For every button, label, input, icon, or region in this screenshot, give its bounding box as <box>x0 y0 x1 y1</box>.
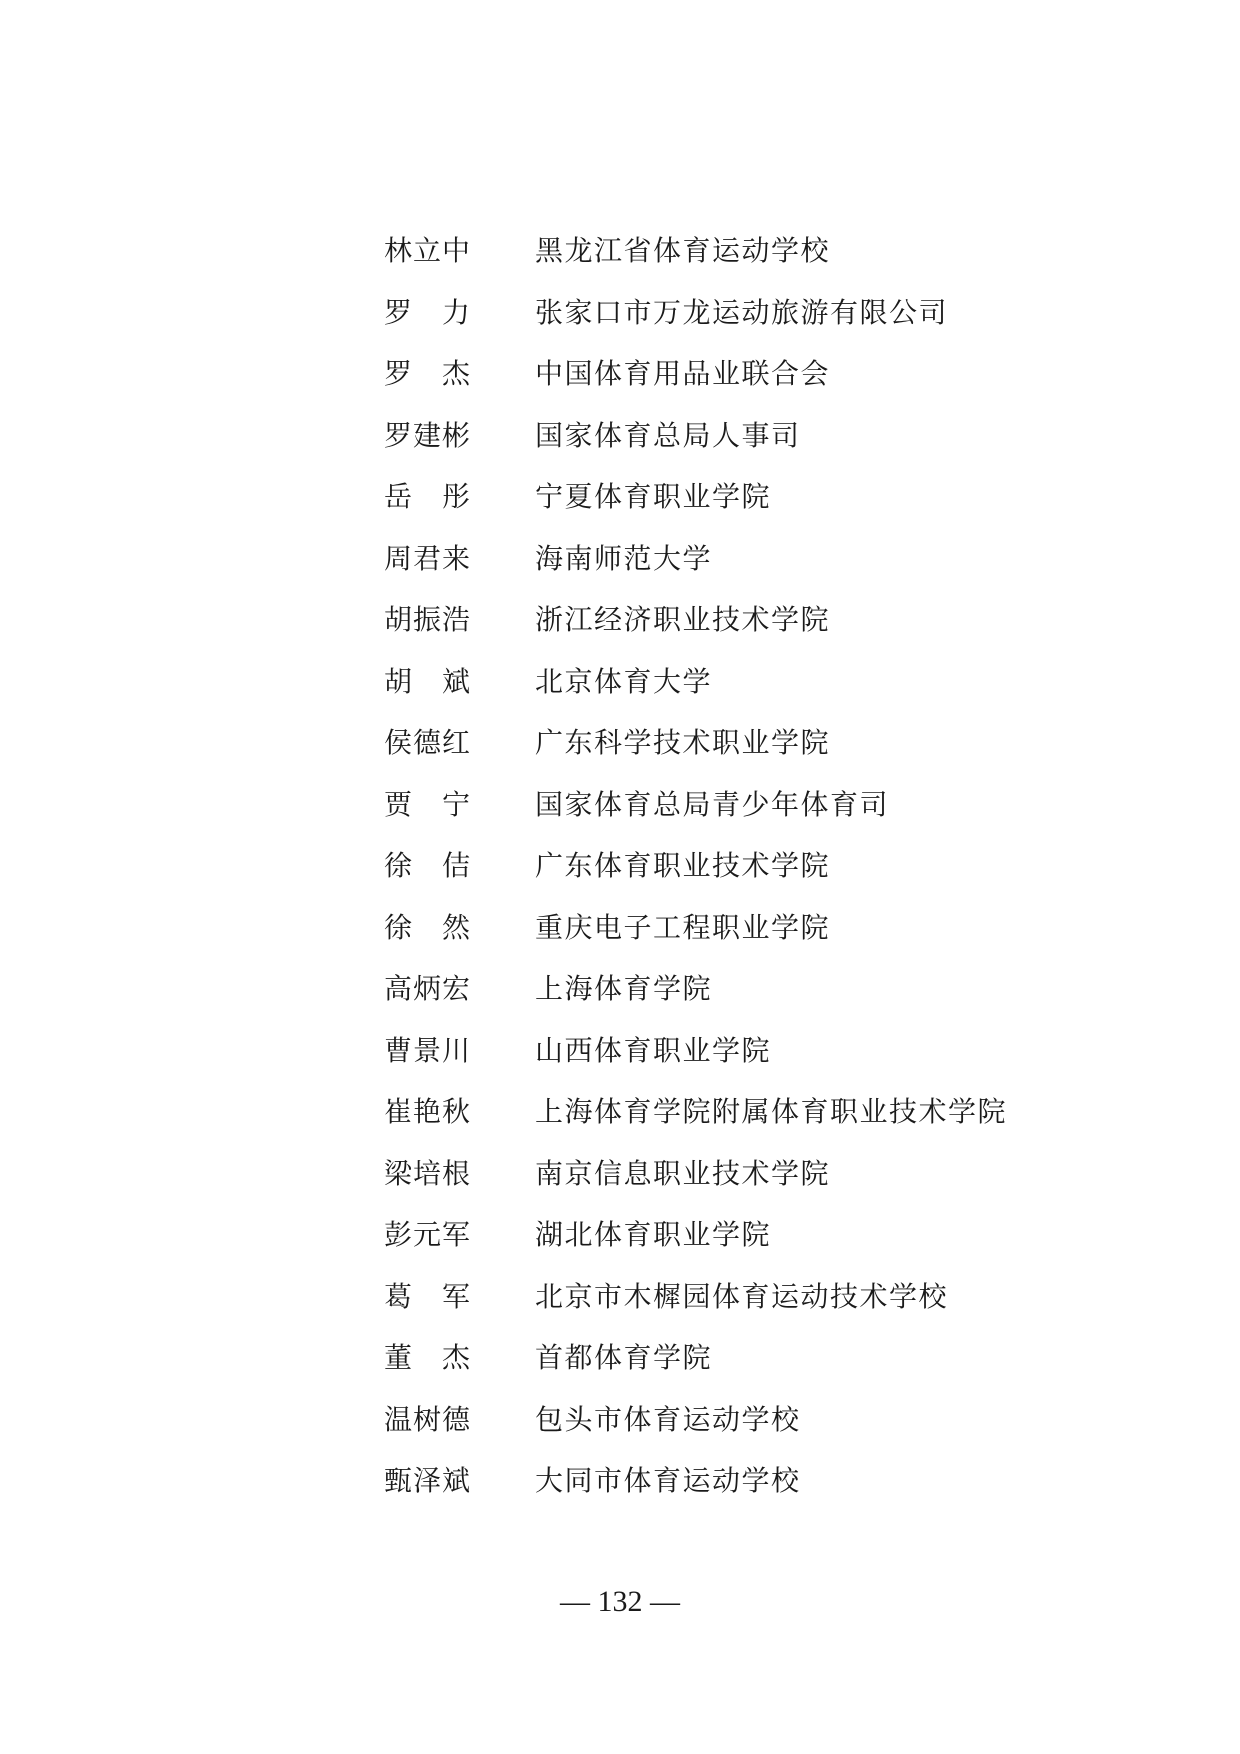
organization: 张家口市万龙运动旅游有限公司 <box>535 295 949 329</box>
person-name: 甄泽斌 <box>384 1464 472 1497</box>
list-item <box>384 835 1104 897</box>
person-name: 侯德红 <box>384 726 472 759</box>
list-item <box>384 1327 1104 1389</box>
name-list <box>384 220 1104 1512</box>
organization: 上海体育学院 <box>535 972 713 1005</box>
person-name: 董 杰 <box>384 1341 472 1374</box>
organization: 北京市木樨园体育运动技术学校 <box>535 1279 949 1313</box>
list-item <box>384 528 1104 590</box>
list-item <box>384 1450 1104 1512</box>
organization: 广东体育职业技术学院 <box>535 849 831 882</box>
list-item <box>384 1020 1104 1082</box>
list-item <box>384 774 1104 836</box>
person-name: 周君来 <box>384 541 472 575</box>
person-name: 徐 然 <box>384 910 472 944</box>
organization: 包头市体育运动学校 <box>535 1402 801 1436</box>
list-item <box>384 712 1104 774</box>
page-number: — 132 — <box>560 1585 680 1618</box>
organization: 重庆电子工程职业学院 <box>535 910 831 944</box>
organization: 上海体育学院附属体育职业技术学院 <box>535 1095 1008 1128</box>
organization: 湖北体育职业学院 <box>535 1218 772 1251</box>
organization: 中国体育用品业联合会 <box>535 357 831 390</box>
organization: 南京信息职业技术学院 <box>535 1156 831 1190</box>
organization: 国家体育总局人事司 <box>535 418 801 452</box>
list-item <box>384 958 1104 1020</box>
person-name: 梁培根 <box>384 1156 472 1190</box>
person-name: 高炳宏 <box>384 972 472 1005</box>
organization: 大同市体育运动学校 <box>535 1464 801 1497</box>
list-item <box>384 589 1104 651</box>
list-item <box>384 220 1104 282</box>
organization: 广东科学技术职业学院 <box>535 726 831 759</box>
person-name: 葛 军 <box>384 1279 472 1313</box>
list-item <box>384 343 1104 405</box>
person-name: 罗建彬 <box>384 418 472 452</box>
list-item <box>384 1266 1104 1328</box>
person-name: 徐 佶 <box>384 849 472 882</box>
person-name: 崔艳秋 <box>384 1095 472 1128</box>
organization: 首都体育学院 <box>535 1341 713 1374</box>
person-name: 岳 彤 <box>384 480 472 513</box>
organization: 北京体育大学 <box>535 664 713 698</box>
person-name: 温树德 <box>384 1402 472 1436</box>
organization: 海南师范大学 <box>535 541 713 575</box>
person-name: 曹景川 <box>384 1033 472 1067</box>
organization: 国家体育总局青少年体育司 <box>535 787 890 821</box>
list-item <box>384 1204 1104 1266</box>
list-item <box>384 282 1104 344</box>
list-item <box>384 1081 1104 1143</box>
organization: 山西体育职业学院 <box>535 1033 772 1067</box>
person-name: 林立中 <box>384 234 472 267</box>
organization: 浙江经济职业技术学院 <box>535 603 831 636</box>
organization: 黑龙江省体育运动学校 <box>535 234 831 267</box>
list-item <box>384 466 1104 528</box>
person-name: 彭元军 <box>384 1218 472 1251</box>
person-name: 胡 斌 <box>384 664 472 698</box>
list-item <box>384 651 1104 713</box>
person-name: 罗 力 <box>384 295 472 329</box>
list-item <box>384 897 1104 959</box>
list-item <box>384 405 1104 467</box>
person-name: 胡振浩 <box>384 603 472 636</box>
person-name: 贾 宁 <box>384 787 472 821</box>
organization: 宁夏体育职业学院 <box>535 480 772 513</box>
person-name: 罗 杰 <box>384 357 472 390</box>
list-item <box>384 1389 1104 1451</box>
list-item <box>384 1143 1104 1205</box>
